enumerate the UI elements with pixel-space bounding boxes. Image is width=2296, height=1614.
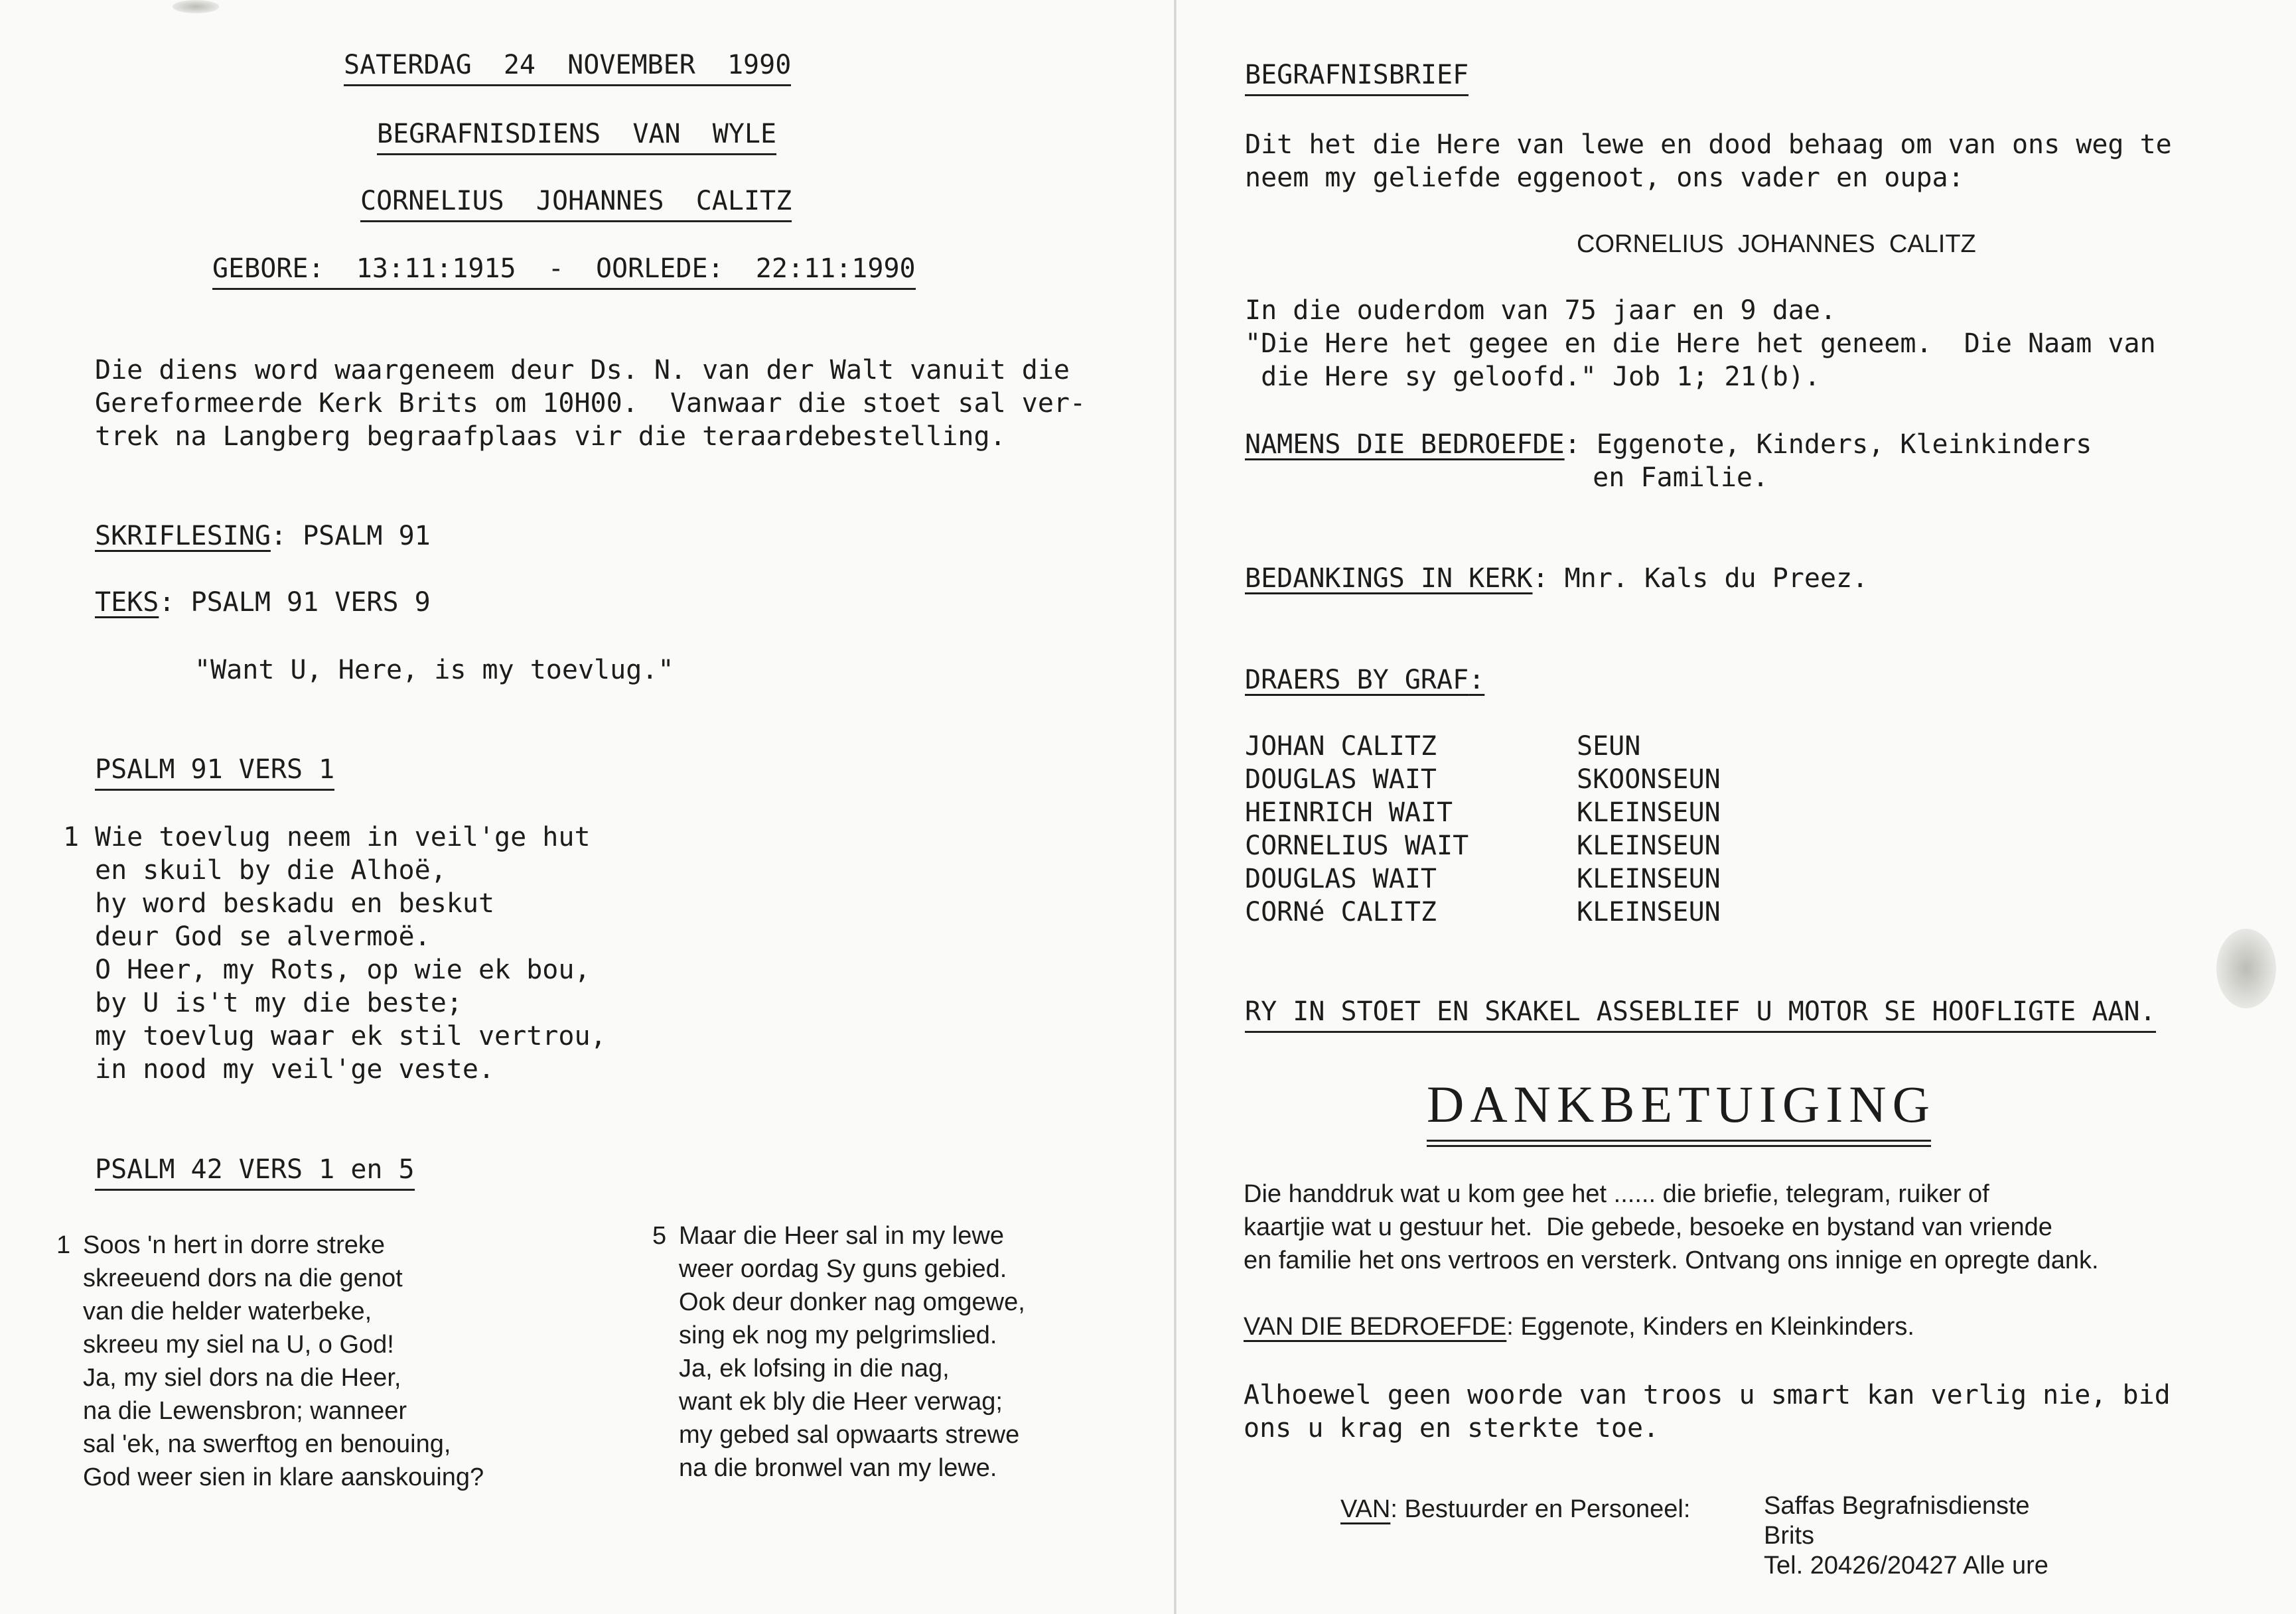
verse-line: Ja, my siel dors na die Heer, xyxy=(83,1364,401,1392)
dank-title: DANKBETUIGING xyxy=(1427,1075,1936,1133)
verse-line: skreeuend dors na die genot xyxy=(83,1264,403,1292)
bearer-name: HEINRICH WAIT xyxy=(1245,797,1453,828)
dank-title-rule xyxy=(1427,1140,1931,1142)
age-line: die Here sy geloofd." Job 1; 21(b). xyxy=(1245,362,1820,392)
from-bereaved-label: VAN DIE BEDROEFDE xyxy=(1244,1313,1507,1341)
psalm91-heading: PSALM 91 VERS 1 xyxy=(95,753,334,791)
bearer-role: KLEINSEUN xyxy=(1577,797,1721,828)
bearer-role: SEUN xyxy=(1577,731,1641,762)
verse-line: en skuil by die Alhoë, xyxy=(95,855,447,886)
bereaved-line xyxy=(1245,428,2092,461)
comfort-line: ons u krag en sterkte toe. xyxy=(1244,1413,1660,1444)
bearer-name: DOUGLAS WAIT xyxy=(1245,764,1437,795)
verse-line: deur God se alvermoë. xyxy=(95,921,431,952)
verse-line: Maar die Heer sal in my lewe xyxy=(679,1222,1004,1250)
thanks-value: : Mnr. Kals du Preez. xyxy=(1532,563,1869,594)
bearer-role: KLEINSEUN xyxy=(1577,897,1721,927)
scripture-label: SKRIFLESING xyxy=(95,521,271,551)
service-date: SATERDAG 24 NOVEMBER 1990 xyxy=(344,48,791,86)
verse-line: my gebed sal opwaarts strewe xyxy=(679,1421,1020,1449)
verse-line: Ja, ek lofsing in die nag, xyxy=(679,1355,950,1382)
letter-heading: BEGRAFNISBRIEF xyxy=(1245,58,1469,96)
service-line: Die diens word waargeneem deur Ds. N. van der Walt vanuit die xyxy=(95,355,1070,385)
undertaker-line: Saffas Begrafnisdienste xyxy=(1764,1492,2030,1520)
verse-line: Soos 'n hert in dorre streke xyxy=(83,1231,386,1259)
bereaved-label: NAMENS DIE BEDROEFDE xyxy=(1245,429,1565,460)
bearer-role: KLEINSEUN xyxy=(1577,831,1721,861)
intro-line: neem my geliefde eggenoot, ons vader en oupa: xyxy=(1245,163,1964,193)
verse-line: in nood my veil'ge veste. xyxy=(95,1054,495,1085)
verse-line: by U is't my die beste; xyxy=(95,988,463,1018)
psalm91-verse-number: 1 xyxy=(63,822,80,852)
scripture-quote: "Want U, Here, is my toevlug." xyxy=(194,655,674,685)
from-bereaved xyxy=(1244,1310,1914,1343)
bearer-name: JOHAN CALITZ xyxy=(1245,731,1437,762)
intro-line: Dit het die Here van lewe en dood behaag om van ons weg te xyxy=(1245,129,2172,160)
bereaved-value: : Eggenote, Kinders, Kleinkinders xyxy=(1564,429,2092,460)
service-line: Gereformeerde Kerk Brits om 10H00. Vanwaar die stoet sal ver- xyxy=(95,388,1086,419)
thanks-label: BEDANKINGS IN KERK xyxy=(1245,563,1533,594)
bearers-heading xyxy=(1245,663,1484,697)
from-bereaved-value: : Eggenote, Kinders en Kleinkinders. xyxy=(1506,1313,1914,1341)
psalm42-v5-number: 5 xyxy=(652,1222,667,1250)
verse-line: weer oordag Sy guns gebied. xyxy=(679,1255,1007,1283)
paper-smudge xyxy=(173,0,219,13)
service-title: BEGRAFNISDIENS VAN WYLE xyxy=(377,117,776,155)
dank-line: Die handdruk wat u kom gee het ...... die briefie, telegram, ruiker of xyxy=(1244,1180,1989,1208)
age-line: In die ouderdom van 75 jaar en 9 dae. xyxy=(1245,295,1837,326)
verse-line: sing ek nog my pelgrimslied. xyxy=(679,1321,997,1349)
bearer-name: CORNELIUS WAIT xyxy=(1245,831,1469,861)
psalm42-v1-number: 1 xyxy=(56,1231,71,1259)
verse-line: skreeu my siel na U, o God! xyxy=(83,1331,394,1359)
verse-line: want ek bly die Heer verwag; xyxy=(679,1388,1003,1416)
church-thanks xyxy=(1245,562,1868,595)
undertaker-line: Tel. 20426/20427 Alle ure xyxy=(1764,1552,2048,1580)
sermon-text xyxy=(95,586,431,619)
verse-line: na die bronwel van my lewe. xyxy=(679,1454,997,1482)
from-label: VAN xyxy=(1340,1495,1391,1523)
page-fold xyxy=(1174,0,1177,1614)
from-staff xyxy=(1340,1493,1690,1526)
deceased-name: CORNELIUS JOHANNES CALITZ xyxy=(360,184,792,222)
psalm42-heading: PSALM 42 VERS 1 en 5 xyxy=(95,1153,415,1191)
verse-line: sal 'ek, na swerftog en benouing, xyxy=(83,1430,451,1458)
text-value: : PSALM 91 VERS 9 xyxy=(159,587,431,618)
dank-title-rule xyxy=(1427,1145,1931,1147)
bearer-role: SKOONSEUN xyxy=(1577,764,1721,795)
bearer-role: KLEINSEUN xyxy=(1577,864,1721,894)
dank-line: kaartjie wat u gestuur het. Die gebede, besoeke en bystand van vriende xyxy=(1244,1213,2052,1241)
comfort-line: Alhoewel geen woorde van troos u smart kan verlig nie, bid xyxy=(1244,1380,2171,1410)
age-line: "Die Here het gegee en die Here het geneem. Die Naam van xyxy=(1245,328,2156,359)
verse-line: my toevlug waar ek stil vertrou, xyxy=(95,1021,607,1051)
service-line: trek na Langberg begraafplaas vir die teraardebestelling. xyxy=(95,421,1006,452)
verse-line: na die Lewensbron; wanneer xyxy=(83,1397,407,1425)
text-label: TEKS xyxy=(95,587,159,618)
undertaker-line: Brits xyxy=(1764,1522,1814,1550)
dank-line: en familie het ons vertroos en versterk. Ontvang ons innige en opregte dank. xyxy=(1244,1246,2099,1274)
bearer-name: CORNé CALITZ xyxy=(1245,897,1437,927)
scripture-reading xyxy=(95,519,431,553)
verse-line: Wie toevlug neem in veil'ge hut xyxy=(95,822,591,852)
verse-line: hy word beskadu en beskut xyxy=(95,888,495,919)
verse-line: van die helder waterbeke, xyxy=(83,1298,372,1325)
deceased-name-right: CORNELIUS JOHANNES CALITZ xyxy=(1577,230,1976,258)
life-dates: GEBORE: 13:11:1915 - OORLEDE: 22:11:1990 xyxy=(212,252,916,290)
headlights-notice: RY IN STOET EN SKAKEL ASSEBLIEF U MOTOR SE HOOFLIGTE AAN. xyxy=(1245,995,2156,1033)
from-value: : Bestuurder en Personeel: xyxy=(1390,1495,1691,1523)
verse-line: Ook deur donker nag omgewe, xyxy=(679,1288,1025,1316)
bearers-colon: : xyxy=(1469,665,1485,695)
scripture-value: : PSALM 91 xyxy=(270,521,431,551)
paper-smudge xyxy=(2216,929,2276,1008)
bearer-name: DOUGLAS WAIT xyxy=(1245,864,1437,894)
verse-line: O Heer, my Rots, op wie ek bou, xyxy=(95,955,591,985)
bearers-label: DRAERS BY GRAF xyxy=(1245,665,1469,695)
verse-line: God weer sien in klare aanskouing? xyxy=(83,1463,484,1491)
bereaved-continuation: en Familie. xyxy=(1561,462,1769,493)
